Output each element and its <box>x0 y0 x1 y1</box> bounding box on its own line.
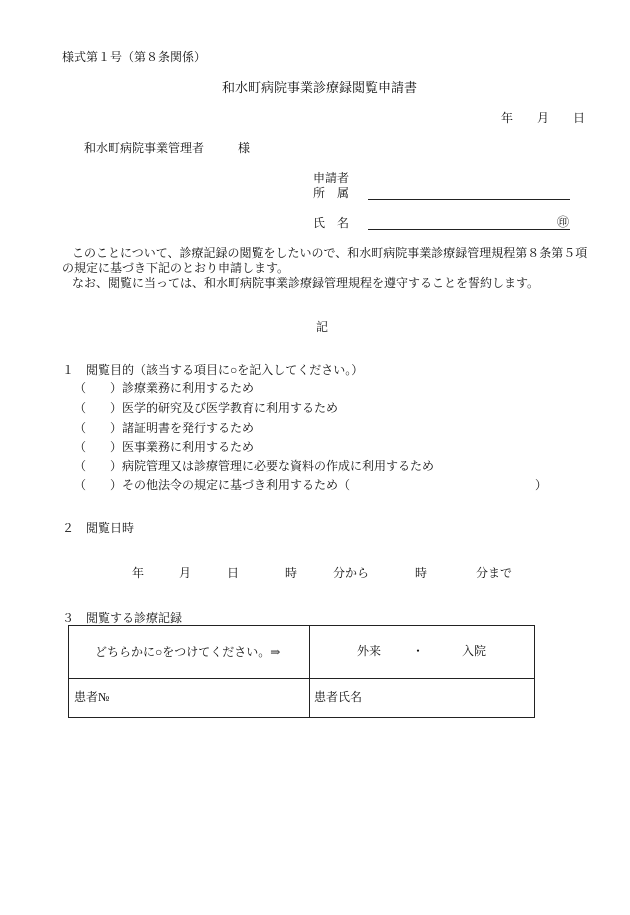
datetime-minute-to: 分まで <box>476 566 513 580</box>
section2-heading: ２ 閲覧日時 <box>62 521 135 535</box>
addressee-name: 和水町病院事業管理者 <box>84 141 205 155</box>
datetime-year: 年 <box>132 566 145 580</box>
applicant-name-field[interactable] <box>368 229 570 230</box>
purpose-text: 病院管理又は診療管理に必要な資料の作成に利用するため <box>122 459 435 473</box>
form-title: 和水町病院事業診療録閲覧申請書 <box>222 80 418 95</box>
option-separator: ・ <box>412 644 425 658</box>
section3-heading: ３ 閲覧する診療記録 <box>62 611 183 625</box>
purpose-text: 医学的研究及び医学教育に利用するため <box>122 401 339 415</box>
body-line-2: の規定に基づき下記のとおり申請します。 <box>62 261 290 275</box>
medical-record-table <box>68 625 535 718</box>
purpose-text: 諸証明書を発行するため <box>122 421 255 435</box>
date-day: 日 <box>573 111 586 125</box>
purpose-text: 診療業務に利用するため <box>122 381 255 395</box>
name-label: 氏 名 <box>313 216 350 230</box>
datetime-minute-from: 分から <box>333 566 370 580</box>
purpose-text: その他法令の規定に基づき利用するため（ <box>122 478 351 492</box>
purpose-checkbox[interactable]: （ ） <box>74 440 123 454</box>
purpose-item <box>74 381 254 395</box>
purpose-item <box>74 421 254 435</box>
purpose-checkbox[interactable]: （ ） <box>74 401 123 415</box>
date-month: 月 <box>537 111 550 125</box>
purpose-item <box>74 440 254 454</box>
applicant-label: 申請者 <box>313 171 350 185</box>
purpose-checkbox[interactable]: （ ） <box>74 381 123 395</box>
patient-name-label: 患者氏名 <box>314 690 363 704</box>
ki-heading: 記 <box>316 320 329 334</box>
date-year: 年 <box>501 111 514 125</box>
purpose-text: 医事業務に利用するため <box>122 440 255 454</box>
purpose-checkbox[interactable]: （ ） <box>74 421 123 435</box>
purpose-item <box>74 478 350 492</box>
addressee-honorific: 様 <box>238 141 251 155</box>
datetime-day: 日 <box>227 566 240 580</box>
inpatient-option[interactable]: 入院 <box>462 644 487 658</box>
datetime-month: 月 <box>179 566 192 580</box>
affiliation-field[interactable] <box>368 199 570 200</box>
purpose-checkbox[interactable]: （ ） <box>74 478 123 492</box>
table-column-divider <box>309 626 310 717</box>
purpose-item <box>74 459 434 473</box>
table-instruction: どちらかに○をつけてください。⇒ <box>95 645 281 659</box>
patient-number-label: 患者№ <box>74 690 110 704</box>
purpose-checkbox[interactable]: （ ） <box>74 459 123 473</box>
other-detail-close-paren: ） <box>535 478 548 492</box>
datetime-hour-from: 時 <box>285 566 298 580</box>
affiliation-label: 所 属 <box>313 186 350 200</box>
purpose-item <box>74 401 338 415</box>
outpatient-option[interactable]: 外来 <box>357 644 382 658</box>
seal-mark: ㊞ <box>557 215 570 229</box>
body-line-3: なお、閲覧に当っては、和水町病院事業診療録管理規程を遵守することを誓約します。 <box>72 276 540 290</box>
body-line-1: このことについて、診療記録の閲覧をしたいので、和水町病院事業診療録管理規程第８条第５項 <box>72 246 588 260</box>
section1-heading: １ 閲覧目的（該当する項目に○を記入してください。） <box>62 363 364 377</box>
table-row-divider <box>69 678 534 679</box>
datetime-hour-to: 時 <box>415 566 428 580</box>
form-number: 様式第１号（第８条関係） <box>62 50 207 64</box>
